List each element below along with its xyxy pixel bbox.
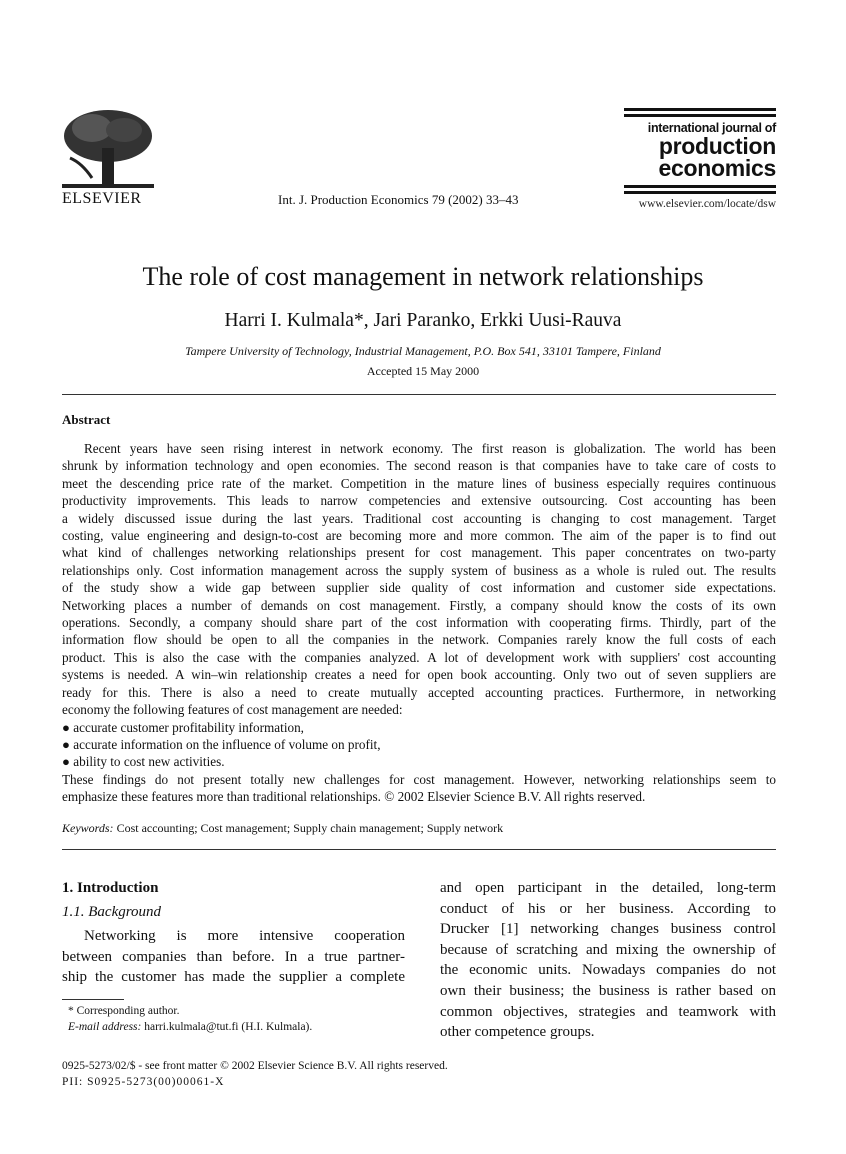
affiliation: Tampere University of Technology, Industrial Management, P.O. Box 541, 33101 Tampere, Finland [185, 344, 661, 358]
corresponding-author: * Corresponding author. [68, 1005, 180, 1017]
accepted-date: Accepted 15 May 2000 [366, 364, 480, 378]
bullet-icon: ● [62, 736, 70, 752]
text-line: information flow should be open to all the companies in the network. Companies rarely know the full costs of each [62, 632, 776, 648]
keywords-label: Keywords: [62, 821, 114, 835]
text-line: ready for this. There is also a need to create mutually accepted accounting practices. Furthermore, in networking [62, 684, 776, 700]
text-line: Drucker [1] networking changes business control [440, 921, 776, 938]
bullet-item [62, 719, 776, 736]
text-line: These findings do not present totally new challenges for cost management. However, networking relationships seem to [62, 771, 776, 787]
journal-name-2: economics [658, 155, 776, 181]
text-line: emphasize these features more than traditional relationships. © 2002 Elsevier Science B.V. All rights reserved. [62, 789, 646, 805]
text-line: meet the descending price rate of the market. Competition in the mature lines of business especially requires continuous [62, 475, 776, 491]
divider [62, 849, 776, 850]
bullet-text: ability to cost new activities. [73, 754, 225, 770]
footer [62, 1058, 448, 1090]
text-line: Networking places a number of demands on cost management. Firstly, a company should know the costs of its own [62, 597, 776, 613]
email-address[interactable]: harri.kulmala@tut.fi (H.I. Kulmala). [144, 1021, 313, 1033]
text-line: own their business; the business is rather based on [440, 982, 776, 999]
section-heading: 1. Introduction [62, 880, 159, 896]
text-line: Recent years have seen rising interest in network economy. The first reason is globalization. The world has been [84, 441, 776, 456]
text-line: systems is needed. A win–win relationship creates a need for open book accounting. Only two out of seven suppliers are [62, 667, 776, 683]
text-line: Networking is more intensive cooperation [84, 928, 405, 945]
text-line: economy the following features of cost management are needed: [62, 702, 403, 718]
text-line: between companies than before. In a true partner- [62, 948, 405, 965]
bullet-icon: ● [62, 719, 70, 735]
copyright-line: 0925-5273/02/$ - see front matter © 2002 Elsevier Science B.V. All rights reserved. [62, 1060, 448, 1072]
text-line: conduct of his or her business. According to [440, 900, 776, 917]
text-line: ship the customer has made the supplier a complete [62, 969, 405, 986]
journal-logo [624, 108, 776, 210]
text-line: other competence groups. [440, 1024, 595, 1041]
article-title: The role of cost management in network relationships [142, 262, 704, 291]
text-line: of the study show a wide gap between supplier side quality of cost information and customer side expectations. [62, 580, 776, 596]
text-line: operations. Secondly, a company should share part of the cost information with cooperating firms. Thirdly, part of the [62, 615, 776, 631]
text-line: because of scratching and mixing the ownership of [440, 941, 776, 958]
text-line: productivity improvements. This leads to narrow competencies and extensive outsourcing. Cost accounting has been [62, 493, 776, 509]
text-line: and open participant in the detailed, long-term [440, 880, 776, 896]
journal-name-1: production [658, 133, 776, 159]
pii-line: PII: S0925-5273(00)00061-X [62, 1076, 225, 1088]
text-line: relationships only. Cost information management across the supply system of business as a whole is ruled out. The results [62, 562, 776, 578]
journal-citation: Int. J. Production Economics 79 (2002) 33–43 [278, 192, 519, 207]
elsevier-tree-logo [62, 108, 154, 190]
bullet-text: accurate information on the influence of volume on profit, [73, 736, 381, 752]
publisher-name: ELSEVIER [62, 190, 142, 207]
text-line: common objectives, strategies and teamwork with [440, 1003, 776, 1020]
text-line: the economic units. Nowadays companies do not [440, 962, 776, 979]
bullet-item [62, 736, 776, 753]
text-line: shrunk by information technology and open economies. The second reason is that companies have to take care of costs to [62, 458, 776, 474]
bullet-text: accurate customer profitability information, [73, 719, 304, 735]
journal-url[interactable]: www.elsevier.com/locate/dsw [638, 198, 776, 210]
bullet-item [62, 753, 776, 770]
keywords [62, 821, 503, 836]
keywords-list: Cost accounting; Cost management; Supply chain management; Supply network [116, 821, 504, 835]
authors: Harri I. Kulmala*, Jari Paranko, Erkki Uusi-Rauva [224, 310, 622, 331]
text-line: costing, value engineering and design-to-cost are becoming more and more common. The aim of the paper is to find out [62, 528, 776, 544]
text-line: product. This is also the case with the companies analyzed. A lot of development work with suppliers' cost accounting [62, 649, 776, 665]
bullet-icon: ● [62, 754, 70, 770]
subsection-heading: 1.1. Background [62, 903, 162, 920]
text-line: a widely discussed issue during the last years. Traditional cost accounting is changing to cost management. Target [62, 510, 776, 526]
email-label: E-mail address: [68, 1021, 142, 1033]
abstract-text [62, 440, 776, 806]
right-column [440, 878, 776, 1043]
footnote [68, 1003, 312, 1035]
footnote-rule [62, 999, 124, 1000]
journal-prefix: international journal of [647, 121, 776, 135]
left-column [62, 878, 405, 988]
divider [62, 394, 776, 395]
text-line: what kind of challenges networking relationships present for cost management. This paper concentrates on two-party [62, 545, 776, 561]
abstract-heading: Abstract [62, 412, 111, 427]
